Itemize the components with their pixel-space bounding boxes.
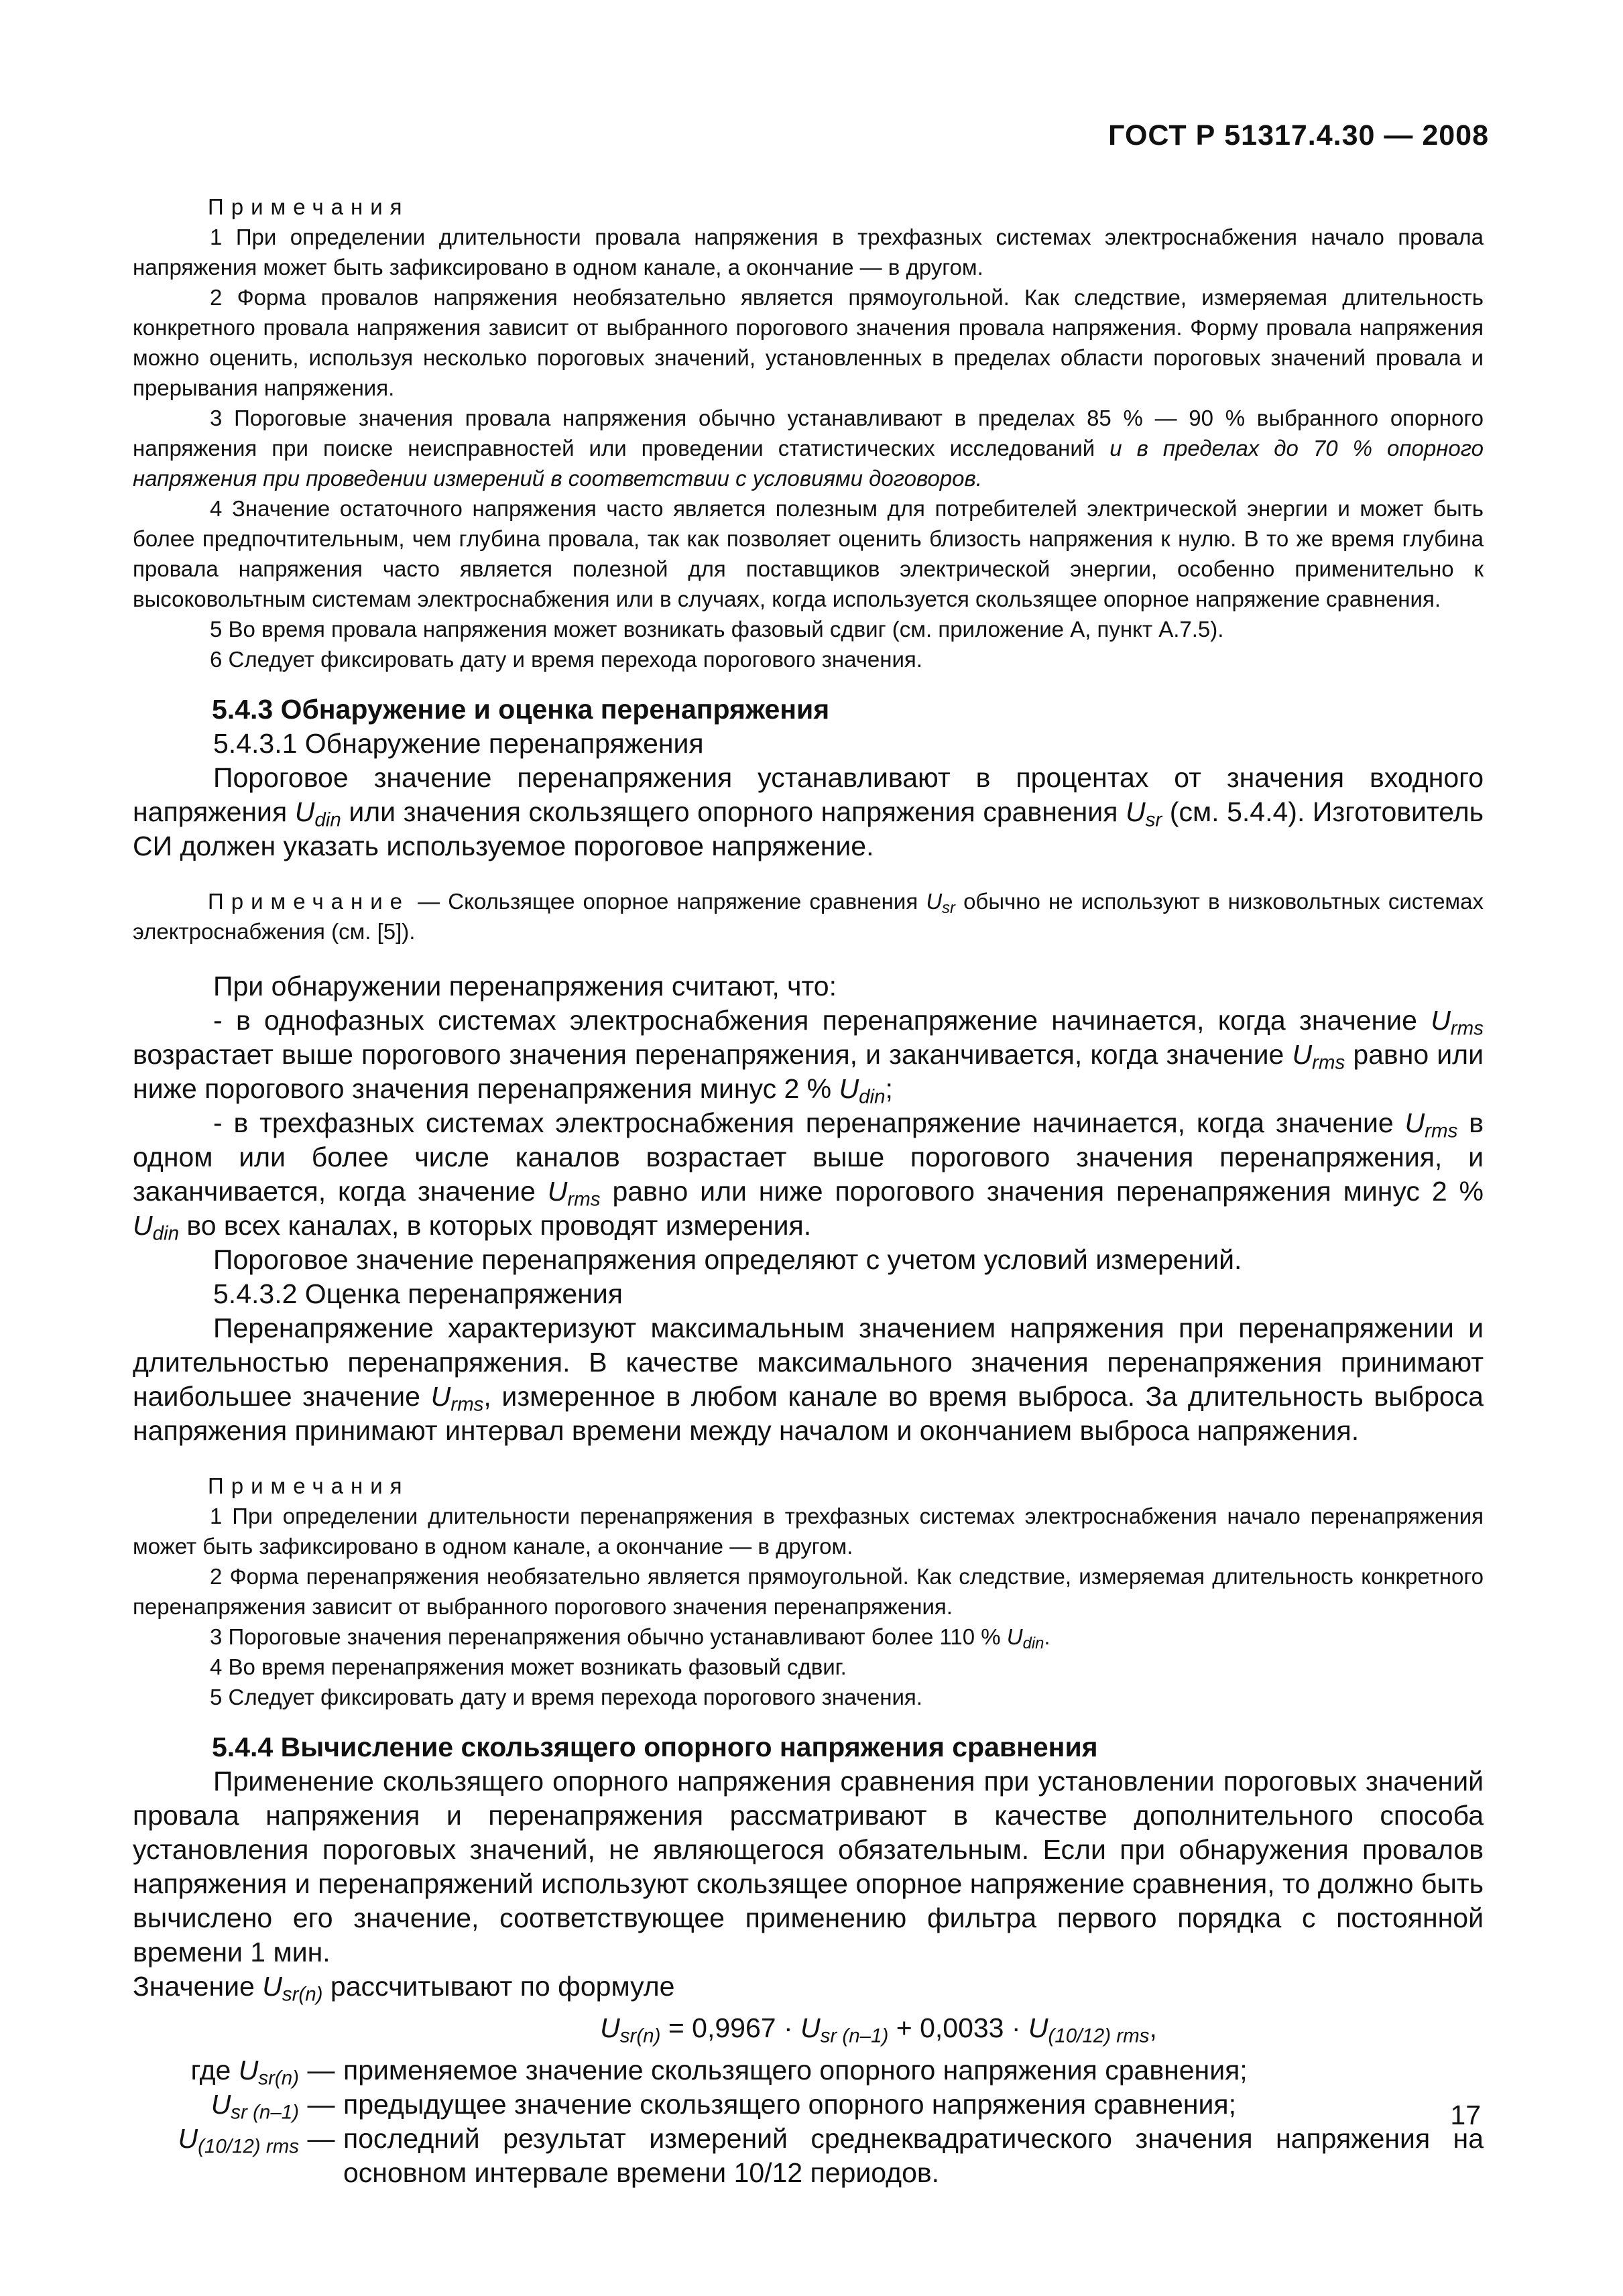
notes-title: Примечания	[208, 194, 410, 219]
subsection-heading: 5.4.3.2 Оценка перенапряжения	[213, 1278, 623, 1309]
definition-row: $U_{(10/12) rms}$ — последний результат измерений среднеквадратического значения напряжения на основном интервале времени 10/12 периодов.	[133, 2122, 1484, 2190]
section-overvoltage	[133, 692, 1484, 1448]
note-item: 3 Пороговые значения провала напряжения обычно устанавливают в пределах 85 % — 90 % выбранного опорного напряжения при поиске неисправностей или проведении статистических исследований и в пределах до 70 % опорного напряжения при проведении измерений в соответствии с условиями договоров.	[133, 406, 1484, 491]
note-item: 4 Во время перенапряжения может возникать фазовый сдвиг.	[210, 1654, 847, 1679]
note-item: 5 Во время провала напряжения может возникать фазовый сдвиг (см. приложение А, пункт А.7.5).	[210, 617, 1224, 642]
paragraph: Пороговое значение перенапряжения устанавливают в процентах от значения входного напряжения $U_{din}$ или значения скользящего опорного напряжения сравнения $U_{sr}$ (см. 5.4.4). Изготовитель СИ должен указать используемое пороговое напряжение.	[133, 762, 1484, 861]
note-item: 2 Форма провалов напряжения необязательно является прямоугольной. Как следствие, измеряемая длительность конкретного провала напряжения зависит от выбранного порогового значения провала напряжения. Форму провала напряжения можно оценить, используя несколько пороговых значений, установленных в пределах области пороговых значений провала и прерывания напряжения.	[133, 285, 1484, 400]
definition-symbol: $U_{(10/12) rms}$	[178, 2123, 299, 2158]
notes-block-overvoltage	[133, 1471, 1484, 1712]
section-heading: 5.4.3 Обнаружение и оценка перенапряжения	[212, 694, 830, 725]
list-item: - в трехфазных системах электроснабжения перенапряжение начинается, когда значение $U_{rms}$ в одном или более числе каналов возрастает выше порогового значения перенапряжения, и заканчивается, когда значение $U_{rms}$ равно или ниже порогового значения перенапряжения минус 2 % $U_{din}$ во всех каналах, в которых проводят измерения.	[133, 1107, 1484, 1245]
note-item: 6 Следует фиксировать дату и время перехода порогового значения.	[210, 647, 922, 672]
paragraph: Пороговое значение перенапряжения определяют с учетом условий измерений.	[213, 1244, 1242, 1275]
note-item: 2 Форма перенапряжения необязательно является прямоугольной. Как следствие, измеряемая длительность конкретного перенапряжения зависит от выбранного порогового значения перенапряжения.	[133, 1564, 1484, 1619]
notes-block-dips	[133, 192, 1484, 674]
paragraph: Применение скользящего опорного напряжения сравнения при установлении пороговых значений провала напряжения и перенапряжения рассматривают в качестве дополнительного способа установления пороговых значений, не являющегося обязательным. Если при обнаружения провалов напряжения и перенапряжений используют скользящее опорное напряжение сравнения, то должно быть вычислено его значение, соответствующее применению фильтра первого порядка с постоянной времени 1 мин.	[133, 1766, 1484, 1968]
note-single: Примечание — Скользящее опорное напряжение сравнения $U_{sr}$ обычно не используют в низковольтных системах электроснабжения (см. [5]).	[133, 889, 1484, 944]
paragraph: Перенапряжение характеризуют максимальным значением напряжения при перенапряжении и длительностью перенапряжения. В качестве максимального значения перенапряжения принимают наибольшее значение $U_{rms}$, измеренное в любом канале во время выброса. За длительность выброса напряжения принимают интервал времени между началом и окончанием выброса напряжения.	[133, 1313, 1484, 1446]
formula: $U_{sr(n)} = 0,9967 \cdot U_{sr (n-1)} + 0,0033 \cdot U_{(10/12) rms}$,	[600, 2012, 1157, 2047]
list-item: - в однофазных системах электроснабжения перенапряжение начинается, когда значение $U_{rms}$ возрастает выше порогового значения перенапряжения, и заканчивается, когда значение $U_{rms}$ равно или ниже порогового значения перенапряжения минус 2 % $U_{din}$;	[133, 1005, 1484, 1108]
section-heading: 5.4.4 Вычисление скользящего опорного напряжения сравнения	[212, 1732, 1098, 1762]
note-item: 1 При определении длительности перенапряжения в трехфазных системах электроснабжения начало перенапряжения может быть зафиксировано в одном канале, а окончание — в другом.	[133, 1504, 1484, 1559]
definition-row: $U_{sr (n-1)}$ — предыдущее значение скользящего опорного напряжения сравнения;	[133, 2088, 1484, 2122]
definition-symbol: где $U_{sr(n)}$	[190, 2055, 299, 2090]
note-item: 1 При определении длительности провала напряжения в трехфазных системах электроснабжения начало провала напряжения может быть зафиксировано в одном канале, а окончание — в другом.	[133, 225, 1484, 280]
definition-text: применяемое значение скользящего опорного напряжения сравнения;	[343, 2055, 1248, 2086]
notes-title: Примечания	[208, 1473, 410, 1498]
note-item: 4 Значение остаточного напряжения часто является полезным для потребителей электрической энергии и может быть более предпочтительным, чем глубина провала, так как позволяет оценить близость напряжения к нулю. В то же время глубина провала напряжения часто является полезной для поставщиков электрической энергии, особенно применительно к высоковольтным системам электроснабжения или в случаях, когда используется скользящее опорное напряжение сравнения.	[133, 496, 1484, 611]
definitions-list	[133, 2053, 1484, 2190]
page-content	[133, 192, 1484, 2190]
definition-symbol: $U_{sr (n-1)}$	[211, 2089, 299, 2124]
definition-text: предыдущее значение скользящего опорного напряжения сравнения;	[343, 2089, 1236, 2120]
paragraph: При обнаружении перенапряжения считают, что:	[213, 971, 837, 1002]
note-item: 5 Следует фиксировать дату и время перехода порогового значения.	[210, 1685, 922, 1709]
page-number: 17	[1450, 2100, 1481, 2130]
definition-text: последний результат измерений среднеквадратического значения напряжения на основном интервале времени 10/12 периодов.	[343, 2123, 1484, 2188]
definition-row: где $U_{sr(n)}$ — применяемое значение скользящего опорного напряжения сравнения;	[133, 2053, 1484, 2088]
paragraph: Значение $U_{sr(n)}$ рассчитывают по формуле	[133, 1971, 675, 2006]
subsection-heading: 5.4.3.1 Обнаружение перенапряжения	[213, 728, 704, 759]
note-item: 3 Пороговые значения перенапряжения обычно устанавливают более 110 % $U_{din}$.	[210, 1624, 1050, 1652]
section-sliding-reference	[133, 1730, 1484, 2190]
document-header: ГОСТ Р 51317.4.30 — 2008	[1108, 119, 1489, 152]
